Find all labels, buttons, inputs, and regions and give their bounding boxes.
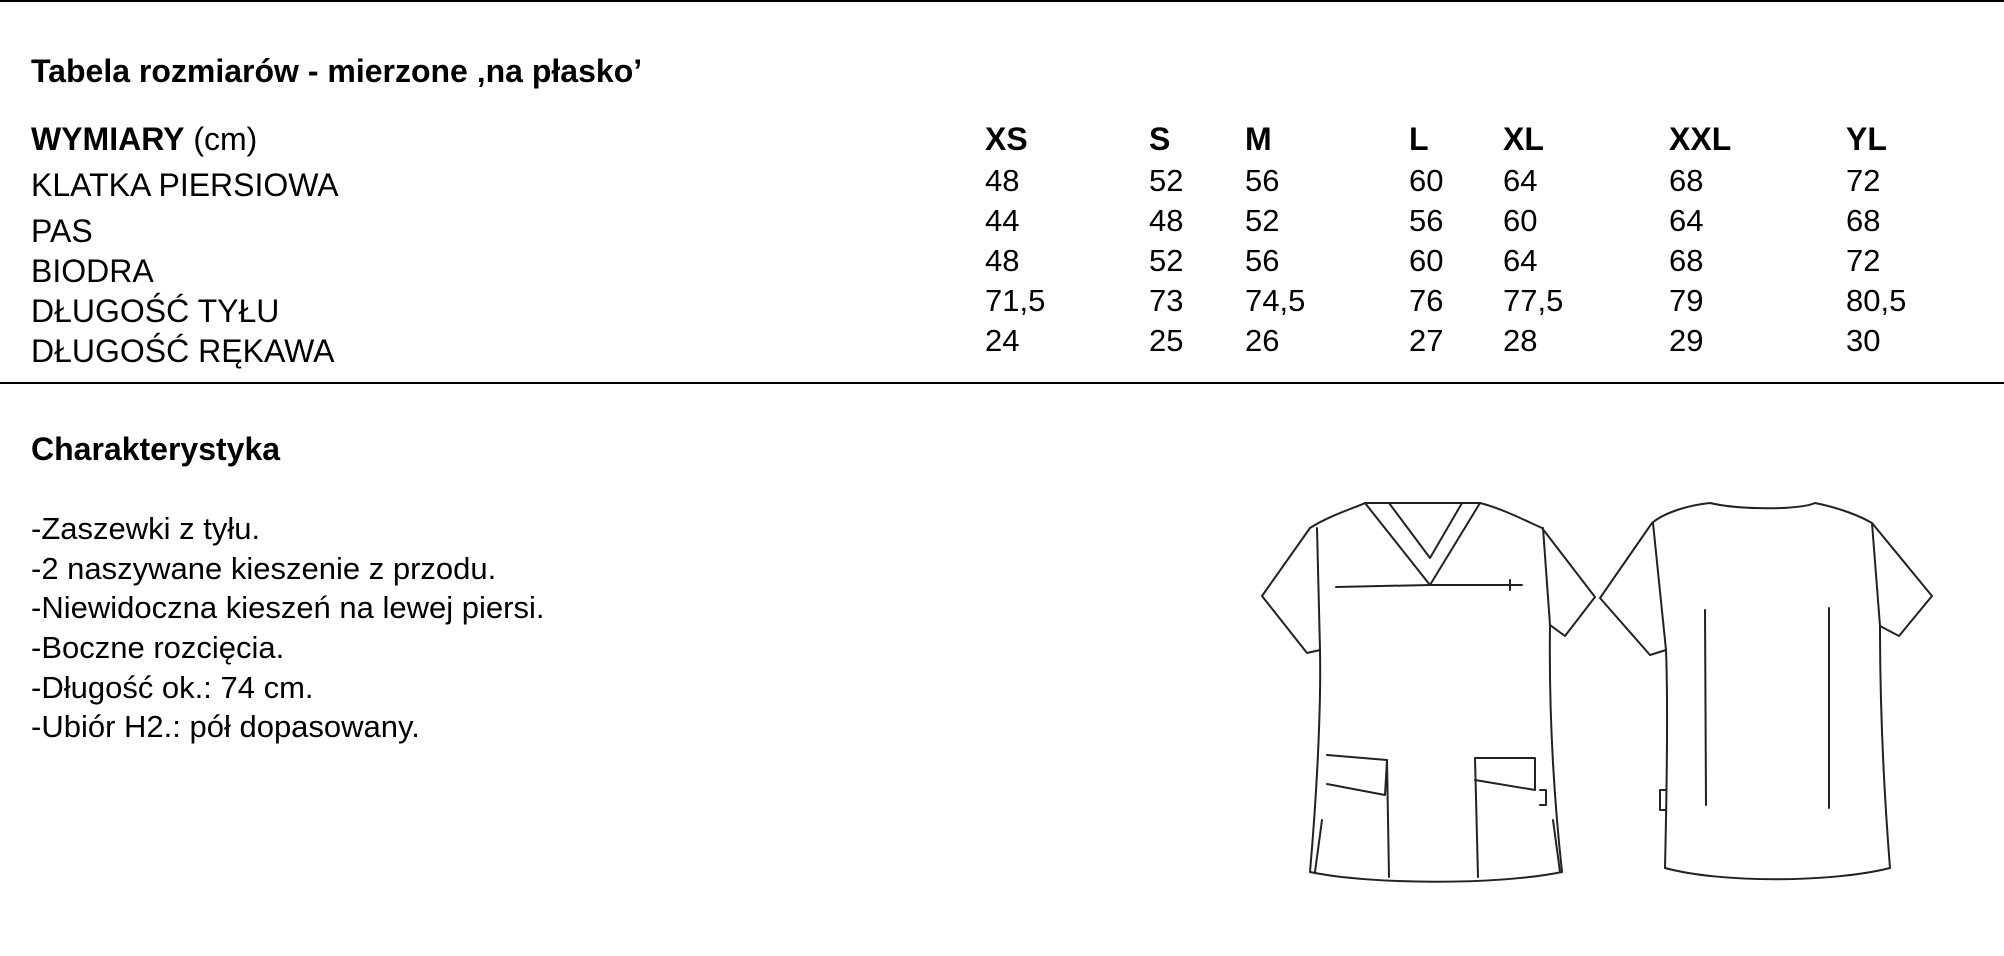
table-cell: 56 — [1409, 203, 1444, 238]
table-cell: 25 — [1149, 323, 1184, 358]
table-cell: 64 — [1503, 163, 1538, 198]
size-header-m: M — [1245, 121, 1272, 157]
table-cell: 74,5 — [1245, 283, 1306, 318]
table-cell: 64 — [1669, 203, 1704, 238]
row-label-waist: PAS — [31, 213, 93, 249]
row-label-back-length: DŁUGOŚĆ TYŁU — [31, 293, 280, 329]
table-cell: 48 — [985, 243, 1020, 278]
size-header-xxl: XXL — [1669, 121, 1732, 157]
table-cell: 60 — [1409, 243, 1444, 278]
table-cell: 71,5 — [985, 283, 1046, 318]
size-header-xl: XL — [1503, 121, 1544, 157]
size-table-title: Tabela rozmiarów - mierzone ‚na płasko’ — [31, 53, 643, 89]
table-cell: 56 — [1245, 243, 1280, 278]
size-header-yl: YL — [1846, 121, 1887, 157]
dimensions-unit: (cm) — [184, 121, 258, 157]
size-header-l: L — [1409, 121, 1429, 157]
back-view-drawing — [1600, 503, 1932, 879]
section-divider — [0, 382, 2004, 384]
table-cell: 56 — [1245, 163, 1280, 198]
table-cell: 52 — [1149, 243, 1184, 278]
row-label-hips: BIODRA — [31, 253, 154, 289]
table-cell: 72 — [1846, 163, 1881, 198]
table-cell: 76 — [1409, 283, 1444, 318]
table-cell: 52 — [1245, 203, 1280, 238]
dimensions-header — [31, 121, 257, 158]
feature-item: -Boczne rozcięcia. — [31, 630, 285, 665]
characteristics-title: Charakterystyka — [31, 431, 281, 467]
table-cell: 28 — [1503, 323, 1538, 358]
top-rule — [0, 0, 2004, 2]
table-cell: 29 — [1669, 323, 1704, 358]
table-cell: 77,5 — [1503, 283, 1564, 318]
table-cell: 24 — [985, 323, 1020, 358]
table-cell: 60 — [1503, 203, 1538, 238]
feature-item: -Ubiór H2.: pół dopasowany. — [31, 709, 420, 744]
front-view-drawing — [1262, 503, 1595, 882]
scrub-top-illustration — [1255, 495, 1935, 895]
row-label-sleeve-length: DŁUGOŚĆ RĘKAWA — [31, 333, 335, 369]
feature-item: -Zaszewki z tyłu. — [31, 511, 261, 546]
feature-item: -Niewidoczna kieszeń na lewej piersi. — [31, 590, 545, 625]
table-cell: 68 — [1669, 243, 1704, 278]
table-cell: 52 — [1149, 163, 1184, 198]
row-label-chest: KLATKA PIERSIOWA — [31, 167, 339, 203]
table-cell: 60 — [1409, 163, 1444, 198]
table-cell: 64 — [1503, 243, 1538, 278]
table-cell: 68 — [1846, 203, 1881, 238]
feature-item: -Długość ok.: 74 cm. — [31, 670, 314, 705]
table-cell: 73 — [1149, 283, 1184, 318]
feature-item: -2 naszywane kieszenie z przodu. — [31, 551, 497, 586]
dimensions-header-label: WYMIARY — [31, 121, 185, 157]
size-header-xs: XS — [985, 121, 1028, 157]
table-cell: 44 — [985, 203, 1020, 238]
table-cell: 79 — [1669, 283, 1704, 318]
table-cell: 27 — [1409, 323, 1444, 358]
size-header-s: S — [1149, 121, 1171, 157]
table-cell: 30 — [1846, 323, 1881, 358]
table-cell: 48 — [1149, 203, 1184, 238]
table-cell: 68 — [1669, 163, 1704, 198]
table-cell: 80,5 — [1846, 283, 1907, 318]
table-cell: 48 — [985, 163, 1020, 198]
table-cell: 26 — [1245, 323, 1280, 358]
table-cell: 72 — [1846, 243, 1881, 278]
